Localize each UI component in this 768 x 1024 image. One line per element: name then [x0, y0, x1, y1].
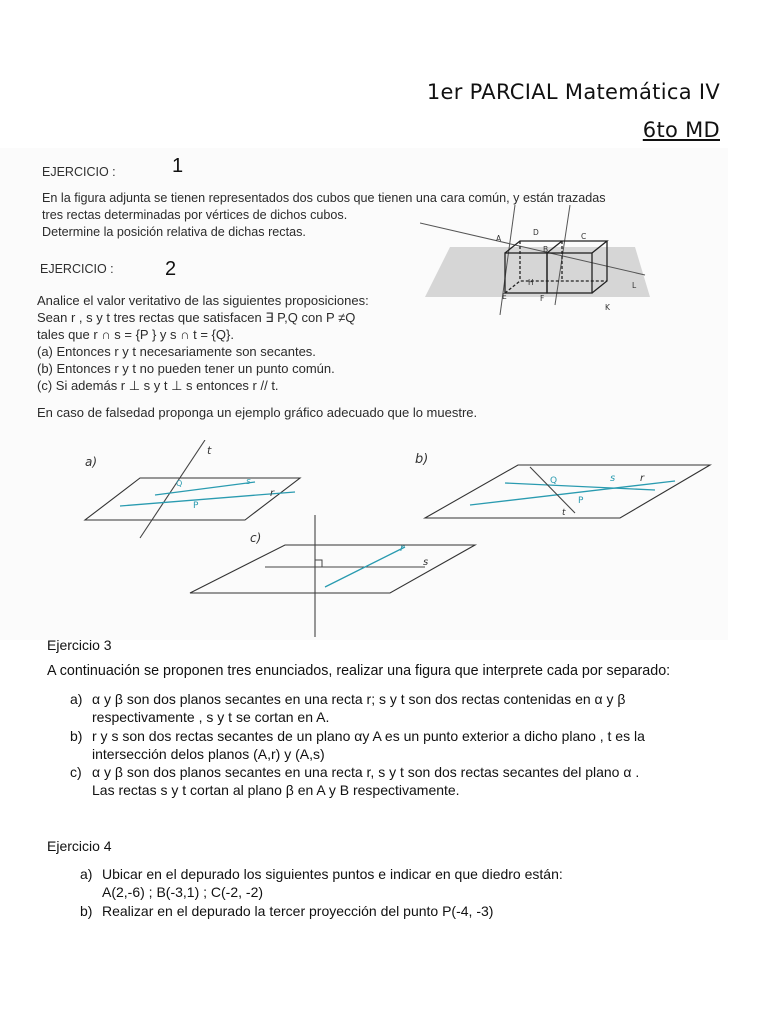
item-line: Ubicar en el depurado los siguientes puntos e indicar en que diedro están:	[102, 866, 563, 882]
item-line: Las rectas s y t cortan al plano β en A y B respectivamente.	[92, 782, 460, 798]
fig1-label: F	[540, 294, 545, 303]
ejercicio2-text	[37, 292, 369, 394]
fig1-label: E	[502, 292, 507, 301]
fig1-label: A	[496, 234, 502, 243]
sketch-a-label-t: t	[207, 444, 212, 457]
cube-base-plane	[425, 247, 650, 297]
sketch-c-title: c)	[250, 531, 262, 545]
ejercicio2-falsedad: En caso de falsedad proponga un ejemplo gráfico adecuado que lo muestre.	[37, 405, 478, 420]
fig1-label: D	[533, 228, 539, 237]
sketch-b-label-s: s	[610, 473, 616, 484]
ejercicio3-item-a	[70, 690, 720, 726]
ejercicio1-line: En la figura adjunta se tienen representados dos cubos que tienen una cara común, y están trazadas	[42, 191, 606, 205]
ejercicio2-line: (c) Si además r ⊥ s y t ⊥ s entonces r // t.	[37, 378, 279, 393]
sketch-a-label-p: P	[193, 501, 199, 511]
ejercicio2-label: EJERCICIO :	[40, 262, 114, 276]
item-line: respectivamente , s y t se cortan en A.	[92, 709, 330, 725]
sketch-c-plane	[190, 545, 475, 593]
sketch-b-label-r: r	[640, 473, 645, 484]
item-line: intersección delos planos (A,r) y (A,s)	[92, 746, 325, 762]
ejercicio4-title: Ejercicio 4	[47, 838, 112, 854]
sketch-a-plane	[85, 478, 300, 520]
sketch-a-label-q: Q	[176, 479, 183, 488]
ejercicio2-number: 2	[165, 258, 177, 280]
ejercicio1-line: Determine la posición relativa de dichas rectas.	[42, 225, 306, 239]
item-label: a)	[80, 866, 93, 882]
sketch-a-title: a)	[85, 455, 98, 469]
item-line: α y β son dos planos secantes en una recta r; s y t son dos rectas contenidas en α y β	[92, 691, 626, 707]
sketch-a-label-r: r	[270, 488, 275, 499]
ejercicio3-item-c	[70, 763, 720, 799]
sketch-b-line-t	[530, 467, 575, 513]
item-line: α y β son dos planos secantes en una recta r, s y t son dos rectas secantes del plano α .	[92, 764, 640, 780]
sketch-b-title: b)	[415, 452, 429, 467]
sketch-b-plane	[425, 465, 710, 518]
ejercicio1-line: tres rectas determinadas por vértices de dichos cubos.	[42, 208, 348, 222]
sketch-a-label-s: s	[246, 477, 251, 487]
ejercicio2-line: Sean r , s y t tres rectas que satisfacen ∃ P,Q con P ≠Q	[37, 310, 356, 325]
sketch-c-right-angle	[315, 560, 322, 567]
ejercicio4-item-a	[80, 865, 720, 901]
item-label: a)	[70, 691, 83, 707]
item-line: A(2,-6) ; B(-3,1) ; C(-2, -2)	[102, 884, 264, 900]
sketch-b-label-q: Q	[550, 476, 558, 486]
item-label: b)	[70, 728, 83, 744]
fig1-label: C	[581, 232, 587, 241]
ejercicio1-label: EJERCICIO :	[42, 165, 116, 179]
exam-group: 6to MD	[642, 118, 720, 142]
sketch-c	[185, 515, 485, 640]
two-cubes-figure	[420, 205, 660, 315]
ejercicio3-title: Ejercicio 3	[47, 637, 112, 653]
ejercicio3-item-b	[70, 727, 720, 763]
ejercicio2-line: (a) Entonces r y t necesariamente son secantes.	[37, 344, 316, 359]
ejercicio2-line: tales que r ∩ s = {P } y s ∩ t = {Q}.	[37, 327, 234, 342]
item-line: r y s son dos rectas secantes de un plano αy A es un punto exterior a dicho plano , t es la	[92, 728, 645, 744]
item-line: Realizar en el depurado la tercer proyección del punto P(-4, -3)	[102, 903, 494, 919]
sketch-b-label-p: P	[578, 496, 584, 506]
fig1-label: L	[632, 281, 637, 290]
sketch-c-label-r: r	[400, 543, 405, 554]
sketch-c-label-s: s	[423, 557, 429, 568]
fig1-label: B	[543, 245, 549, 254]
fig1-label: K	[605, 303, 610, 312]
ejercicio2-line: (b) Entonces r y t no pueden tener un punto común.	[37, 361, 335, 376]
sketch-a-line-r	[120, 492, 295, 506]
item-label: c)	[70, 764, 82, 780]
sketch-a-line-s	[155, 482, 255, 495]
ejercicio2-line: Analice el valor veritativo de las siguientes proposiciones:	[37, 293, 369, 308]
sketch-b-label-t: t	[562, 508, 566, 518]
sketch-b-line-r	[470, 481, 675, 505]
fig1-label: H	[528, 278, 534, 287]
item-label: b)	[80, 903, 93, 919]
ejercicio1-number: 1	[172, 155, 184, 177]
ejercicio3-intro: A continuación se proponen tres enunciados, realizar una figura que interprete cada por separado:	[47, 663, 671, 679]
ejercicio4-item-b	[80, 902, 720, 920]
exam-title: 1er PARCIAL Matemática IV	[426, 80, 720, 104]
sketch-b	[410, 445, 725, 525]
